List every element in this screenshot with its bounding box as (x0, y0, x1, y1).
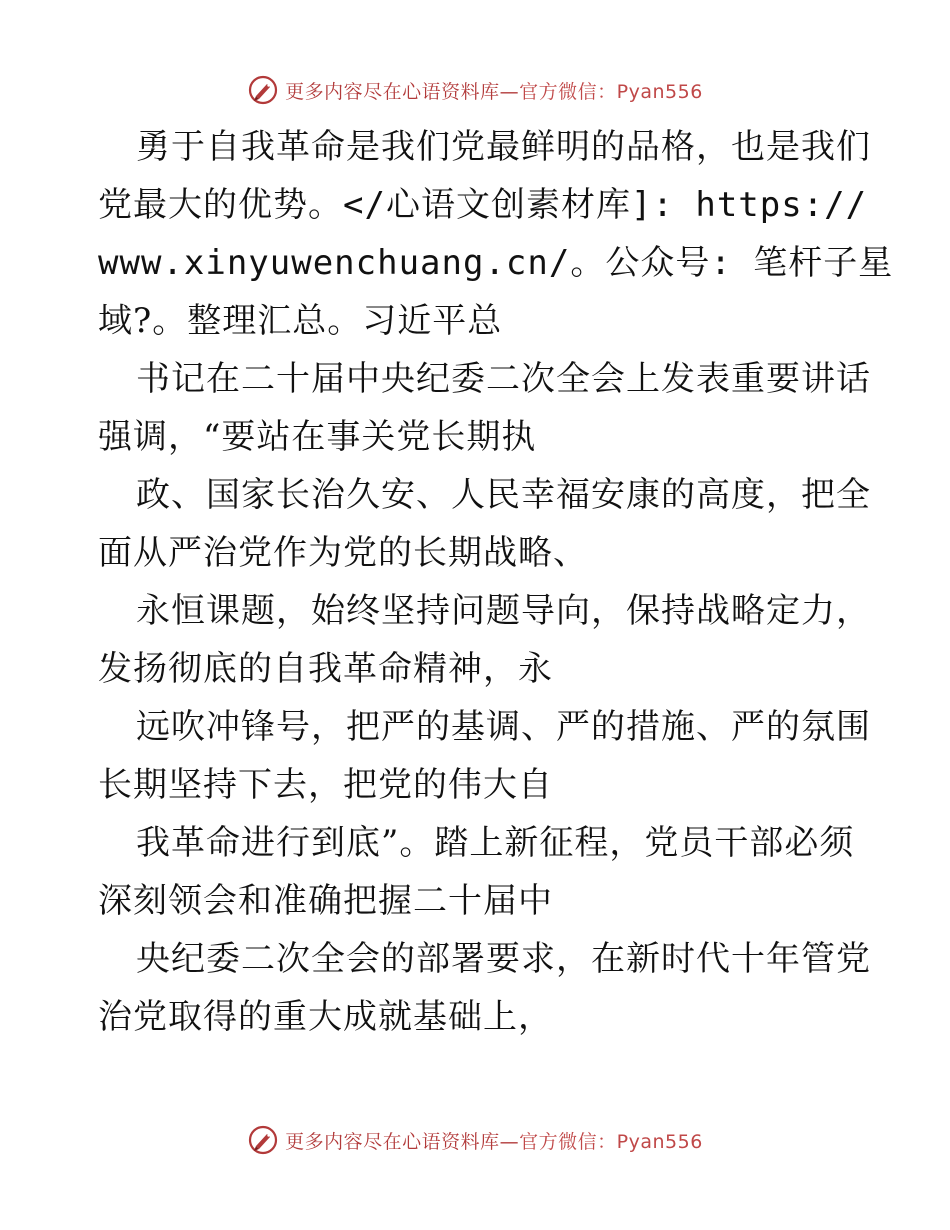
text-line: 深刻领会和准确把握二十届中 (98, 881, 553, 921)
text-line: www.xinyuwenchuang.cn/。公众号: 笔杆子星 (98, 243, 894, 283)
text-line: 勇于自我革命是我们党最鲜明的品格，也是我们 (136, 127, 871, 167)
text-line: 域?。整理汇总。习近平总 (98, 301, 503, 341)
text-line: 治党取得的重大成就基础上， (98, 997, 553, 1037)
text-line: 我革命进行到底”。踏上新征程，党员干部必须 (136, 823, 855, 863)
banner-dash: — (499, 80, 520, 103)
text-line: 长期坚持下去，把党的伟大自 (98, 765, 553, 805)
text-line: 党最大的优势。</心语文创素材库]: https:// (98, 185, 868, 225)
document-body (98, 118, 894, 1046)
text-line: 书记在二十届中央纪委二次全会上发表重要讲话 (136, 359, 871, 399)
banner-title: 更多内容尽在心语资料库 (285, 1130, 500, 1153)
header-banner (0, 70, 950, 110)
text-line: 永恒课题，始终坚持问题导向，保持战略定力， (136, 591, 871, 631)
text-line: 央纪委二次全会的部署要求，在新时代十年管党 (136, 939, 871, 979)
text-line: 面从严治党作为党的长期战略、 (98, 533, 588, 573)
banner-dash: — (499, 1130, 520, 1153)
banner-wechat: 官方微信：Pyan556 (519, 1130, 703, 1153)
banner-title: 更多内容尽在心语资料库 (285, 80, 500, 103)
pen-logo-icon (247, 1124, 279, 1156)
pen-logo-icon (247, 74, 279, 106)
text-line: 发扬彻底的自我革命精神，永 (98, 649, 553, 689)
banner-wechat: 官方微信：Pyan556 (519, 80, 703, 103)
footer-banner (0, 1120, 950, 1160)
text-line: 强调，“要站在事关党长期执 (98, 417, 537, 457)
text-line: 政、国家长治久安、人民幸福安康的高度，把全 (136, 475, 871, 515)
text-line: 远吹冲锋号，把严的基调、严的措施、严的氛围 (136, 707, 871, 747)
